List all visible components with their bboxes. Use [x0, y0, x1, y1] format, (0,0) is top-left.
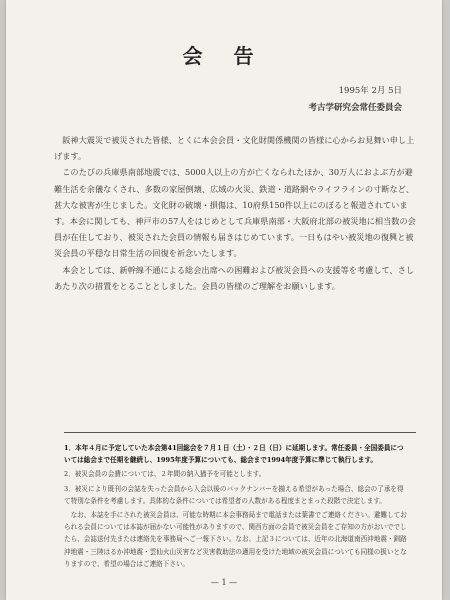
section-divider	[64, 432, 416, 433]
document-page	[6, 0, 442, 600]
issuing-organization: 考古学研究会常任委員会	[308, 103, 402, 113]
notice-body	[54, 132, 416, 294]
measure-item: 1．本年４月に予定していた本会第41回総会を７月１日（土）・２日（日）に延期します。常任委員・全国委員については総会まで任期を継続し、1995年度予算についても、総会まで1994年度予算に準じて執行します。	[64, 444, 404, 465]
paragraph: 阪神大震災で被災された皆様、とくに本会会員・文化財関係機関の皆様に心からお見舞い申し上げます。	[54, 135, 415, 162]
measure-item: 2．被災会員の会費については、２年間の納入猶予を可能とします。	[64, 470, 266, 479]
note-paragraph: なお、本誌を手にされた被災会員は、可能な時期に本会事務局まで電話または葉書でご連絡ください。避難しておられる会員については本誌が届かない可能性がありますので、関西方面の会員で被災会員をご存知の方がおいででしたら、会誌送付先または連絡先を事務局へご一報下さい。なお、上記３については、近年の北海道南西沖地震・釧路沖地震・三陸はるか沖地震・雲仙火山災害など災害救助法の適用を受けた地域の被災会員についても同様の扱いとなりますので、希望の場合はご連絡下さい。	[64, 511, 407, 568]
document-date: 1995年 2月 5日	[338, 86, 402, 96]
paragraph: このたびの兵庫県南部地震では、5000人以上の方が亡くなられたほか、30万人におよぶ方が避難生活を余儀なくされ、多数の家屋倒壊、広域の火災、鉄道・道路網やライフラインの寸断など、甚大な被害が生じました。文化財の破壊・損傷は、10府県150件以上にのぼると報道されています。本会に関しても、神戸市の57人をはじめとして兵庫県南部・大阪府北部の被災地に相当数の会員が在住しており、被災された会員の情報も届きはじめています。一日もはやい被災地の復興と被災会員の平穏な日常生活の回復を祈念いたします。	[54, 167, 416, 259]
page-number: — 1 —	[210, 578, 238, 587]
document-title: 会 告	[182, 44, 266, 68]
measure-item: 3．被災により既刊の会誌を失った会員から入会以後のバックナンバーを揃える希望があった場合、総会の了承を得て特別な条件を考慮します。具体的な条件については希望者の人数がある程度まとまった段階で決定します。	[64, 484, 404, 505]
paragraph: 本会としては、新幹線不通による総会出席への困難および被災会員への支援等を考慮して、さしあたり次の措置をとることとしました。会員の皆様のご理解をお願いします。	[54, 264, 415, 291]
measures-list	[64, 442, 409, 572]
